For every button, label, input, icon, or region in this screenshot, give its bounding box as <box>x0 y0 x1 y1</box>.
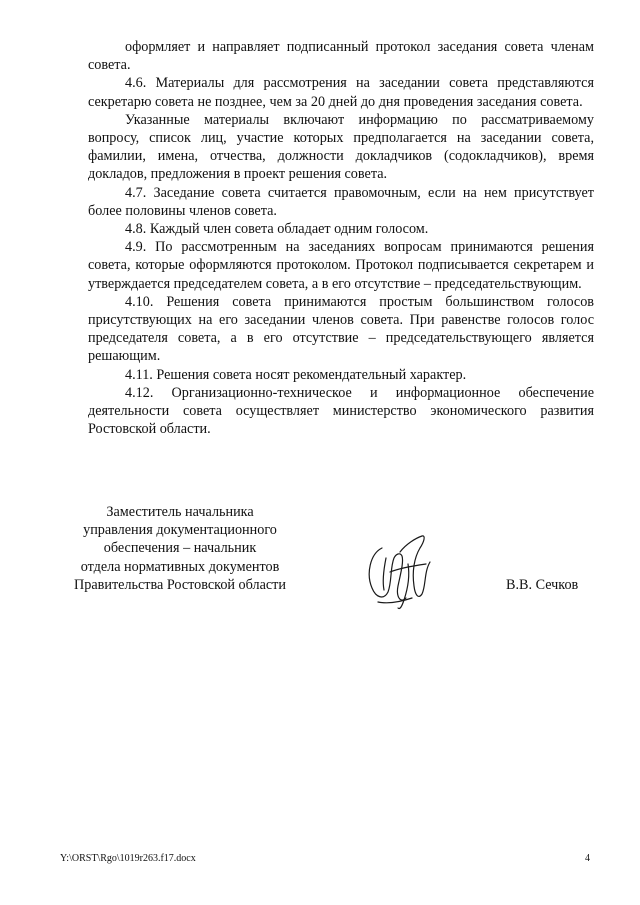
paragraph-4-9: 4.9. По рассмотренным на заседаниях вопросам принимаются решения совета, которые оформляются протоколом. Протокол подписывается секретарем и утверждается председателем совета, а в его отсутствие – председательствующим. <box>88 239 594 292</box>
signer-title-line: обеспечения – начальник <box>103 540 257 557</box>
page-number: 4 <box>585 853 590 864</box>
footer-file-path: Y:\ORST\Rgo\1019r263.f17.docx <box>60 853 196 864</box>
paragraph-4-12: 4.12. Организационно-техническое и информационное обеспечение деятельности совета осуществляет министерство экономического развития Ростовской области. <box>88 384 594 438</box>
signer-name: В.В. Сечков <box>506 577 579 593</box>
paragraph-4-10: 4.10. Решения совета принимаются простым большинством голосов присутствующих на его заседании членов совета. При равенстве голосов голос председателя совета, а в его отсутствие – председательствующего является решающим. <box>88 293 594 365</box>
paragraph-4-11: 4.11. Решения совета носят рекомендательный характер. <box>125 366 467 383</box>
paragraph-4-7: 4.7. Заседание совета считается правомочным, если на нем присутствует более половины членов совета. <box>88 184 594 219</box>
signer-title-line: Заместитель начальника <box>106 504 254 520</box>
signer-title-line: отдела нормативных документов <box>80 558 280 575</box>
handwritten-signature <box>360 528 440 612</box>
paragraph-continuation: оформляет и направляет подписанный протокол заседания совета членам совета. <box>88 39 594 74</box>
document-body <box>88 38 594 438</box>
paragraph-4-8: 4.8. Каждый член совета обладает одним голосом. <box>125 221 429 238</box>
signer-title-block <box>60 503 300 594</box>
signer-title-line: управления документационного <box>83 522 277 539</box>
signer-title-line: Правительства Ростовской области <box>74 576 286 593</box>
paragraph-4-6: 4.6. Материалы для рассмотрения на заседании совета представляются секретарю совета не позднее, чем за 20 дней до дня проведения заседания совета. <box>88 75 594 110</box>
paragraph-materials: Указанные материалы включают информацию по рассматриваемому вопросу, список лиц, участие которых предполагается на заседании совета, фамилии, имена, отчества, должности докладчиков (содокладчиков), время докладов, предложения в проект решения совета. <box>88 111 594 183</box>
